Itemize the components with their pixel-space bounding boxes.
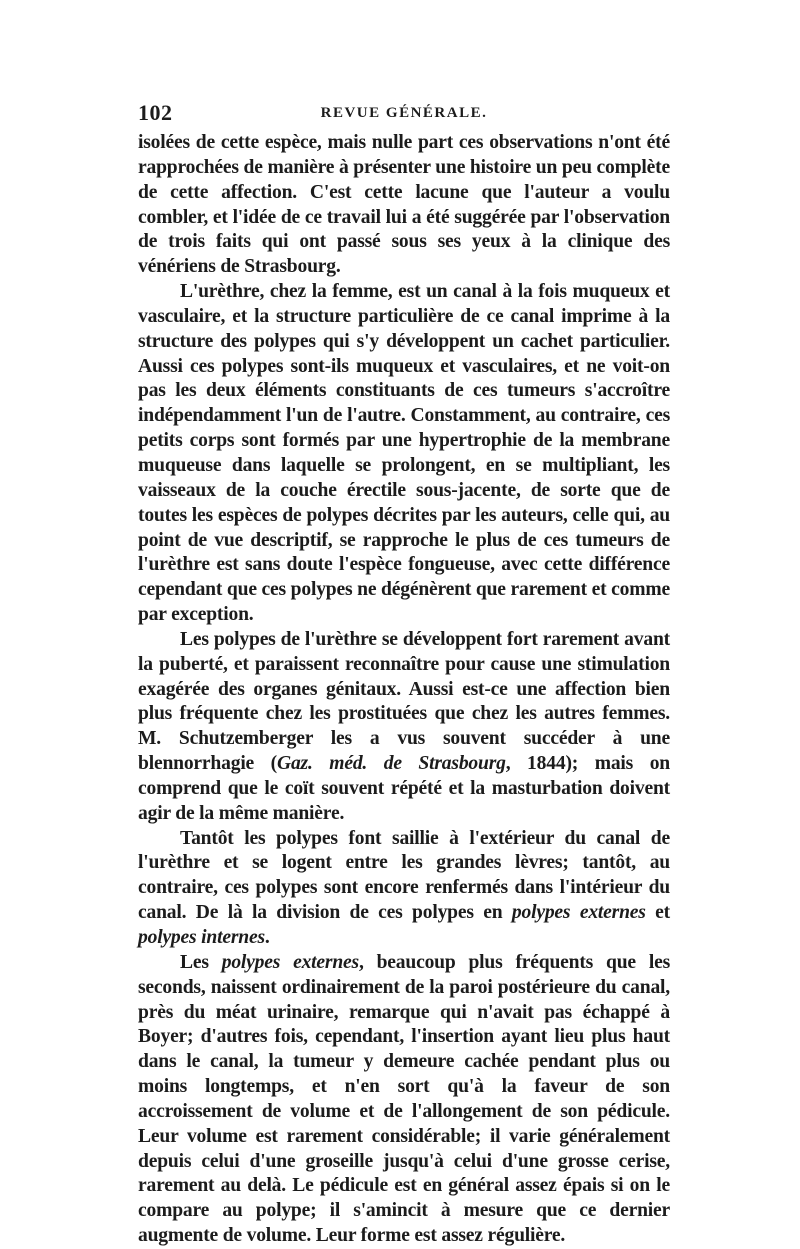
page-number: 102 [138, 100, 173, 125]
paragraph [138, 131, 670, 280]
text-run: Tantôt les polypes font saillie à l'extérieur du canal de l'urèthre et se logent entre les grandes lèvres; tantôt, au contraire, ces polypes sont encore renfermés dans l'intérieur du canal. De là la division de ces polypes en [138, 827, 670, 924]
text-run: . [264, 927, 270, 948]
italic-text: Gaz. méd. de Strasbourg [277, 753, 506, 775]
text-run: L'urèthre, chez la femme, est un canal à la fois muqueux et vasculaire, et la structure particulière de ce canal imprime à la structure des polypes qui s'y développent un cachet particulier. Aussi ces polypes sont-ils muqueux et vasculaires, et ne voit-on pas les deux éléments constituants de ces tumeurs s'accroître indépendamment l'un de l'autre. Constamment, au contraire, ces petits corps sont formés par une hypertrophie de la membrane muqueuse dans laquelle se prolongent, en se multipliant, les vaisseaux de la couche érectile sous-jacente, de sorte que de toutes les espèces de polypes décrites par les auteurs, celle qui, au point de vue descriptif, se rapproche le plus de ces tumeurs de l'urèthre est sans doute l'espèce fongueuse, avec cette différence cependant que ces polypes ne dégénèrent que rarement et comme par exception. [138, 281, 670, 626]
text-run: et [645, 902, 670, 924]
paragraph [138, 827, 670, 951]
italic-text: polypes internes [138, 927, 265, 948]
text-run: Les [180, 951, 222, 973]
text-run: , 1844); mais on comprend que le coït souvent répété et la masturbation doivent agir de la même manière. [138, 753, 671, 824]
paragraph [138, 280, 670, 628]
text-run: isolées de cette espèce, mais nulle part ces observations n'ont été rapprochées de manière à présenter une histoire un peu complète de cette affection. C'est cette lacune que l'auteur a voulu combler, et l'idée de ce travail lui a été suggérée par l'observation de trois faits qui ont passé sous ses yeux à la clinique des vénériens de Strasbourg. [138, 132, 670, 278]
page-header [138, 100, 670, 126]
running-title: REVUE GÉNÉRALE. [320, 105, 488, 121]
body-text [138, 131, 670, 1249]
text-run: , beaucoup plus fréquents que les seconds, naissent ordinairement de la paroi postérieure du canal, près du méat urinaire, remarque qui n'avait pas échappé à Boyer; d'autres fois, cependant, l'insertion ayant lieu plus haut dans le canal, la tumeur y demeure cachée pendant plus ou moins longtemps, et n'en sort qu'à la faveur de son accroissement de volume et de l'allongement de son pédicule. Leur volume est rarement considérable; il varie généralement depuis celui d'une groseille jusqu'à celui d'une grosse cerise, rarement au delà. Le pédicule est en général assez épais si on le compare au polype; il s'amincit à mesure que ce dernier augmente de volume. Leur forme est assez régulière. [138, 951, 670, 1247]
italic-text: polypes externes [511, 902, 646, 924]
text-run: Les polypes de l'urèthre se développent fort rarement avant la puberté, et paraissent reconnaître pour cause une stimulation exagérée des organes génitaux. Aussi est-ce une affection bien plus fréquente chez les prostituées que chez les autres femmes. M. Schutzemberger les a vus souvent succéder à une blennorrhagie ( [138, 628, 670, 775]
paragraph [138, 628, 670, 827]
italic-text: polypes externes [221, 951, 359, 973]
paragraph [138, 951, 670, 1249]
